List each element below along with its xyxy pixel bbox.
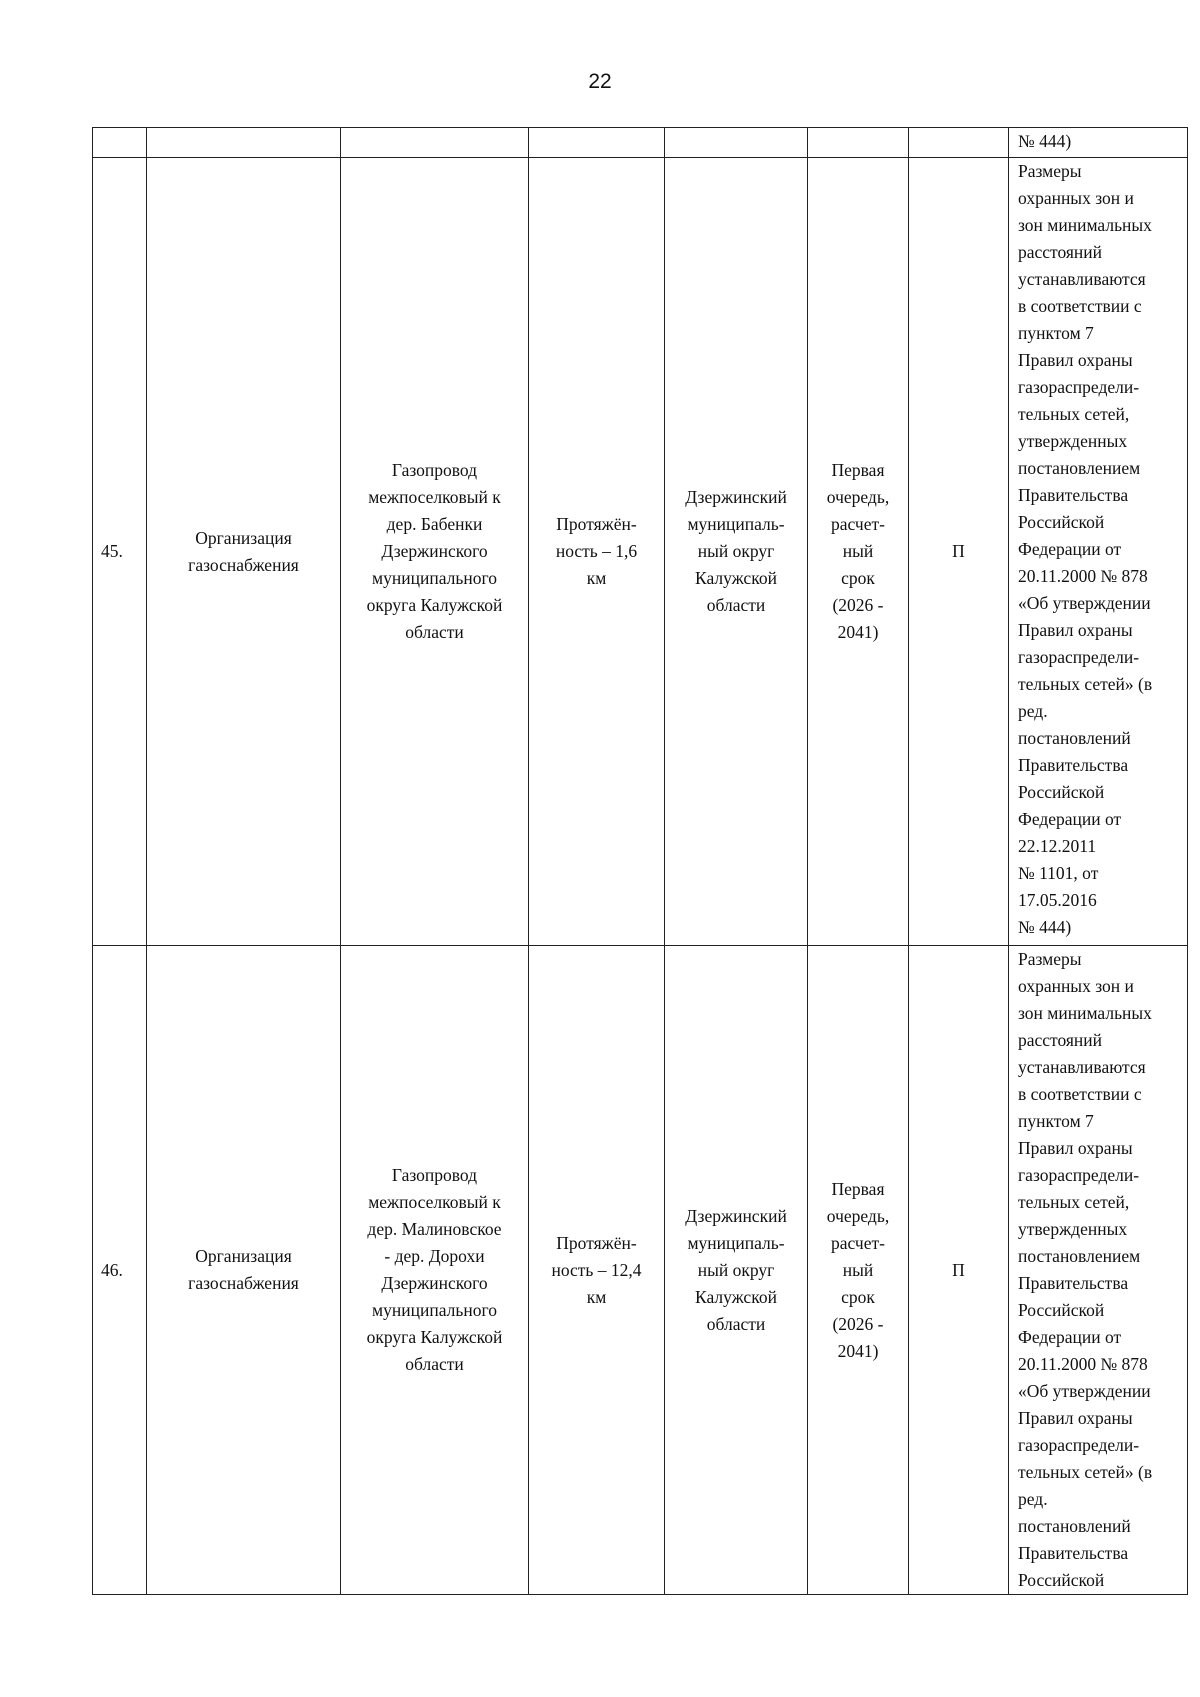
text-line: зон минимальных bbox=[1018, 215, 1152, 235]
text-line: округа Калужской bbox=[366, 595, 503, 615]
text-line: Размеры bbox=[1018, 161, 1082, 181]
text-line: дер. Малиновское bbox=[367, 1219, 502, 1239]
cell-term bbox=[808, 158, 909, 946]
text-line: 17.05.2016 bbox=[1018, 890, 1097, 910]
text-line: межпоселковый к bbox=[368, 487, 501, 507]
text-line: Российской bbox=[1018, 1570, 1105, 1590]
page-number: 22 bbox=[588, 70, 612, 93]
text-line: Правительства bbox=[1018, 755, 1129, 775]
text-line: в соответствии с bbox=[1018, 1084, 1142, 1104]
text-line: ный округ bbox=[697, 541, 775, 561]
text-line: утвержденных bbox=[1018, 431, 1128, 451]
text-line: 2041) bbox=[837, 622, 879, 642]
text-line: тельных сетей, bbox=[1018, 404, 1130, 424]
text-line: очередь, bbox=[826, 487, 890, 507]
text-line: Организация bbox=[195, 1246, 292, 1266]
text-line: № 1101, от bbox=[1018, 863, 1099, 883]
text-line: 20.11.2000 № 878 bbox=[1018, 566, 1148, 586]
cell-number bbox=[93, 128, 147, 158]
text-line: Организация bbox=[195, 527, 292, 548]
text-line: постановлением bbox=[1018, 458, 1141, 478]
cell-characteristic bbox=[529, 128, 665, 158]
text-line: Правил охраны bbox=[1018, 1138, 1133, 1158]
cell-characteristic bbox=[529, 946, 665, 1595]
cell-term bbox=[808, 128, 909, 158]
text-line: области bbox=[706, 595, 766, 615]
text-line: (2026 - bbox=[832, 595, 884, 615]
text-line: газораспредели- bbox=[1018, 1165, 1140, 1185]
text-line: постановлений bbox=[1018, 728, 1131, 748]
text-line: ред. bbox=[1018, 1489, 1048, 1509]
text-line: области bbox=[706, 1313, 766, 1334]
text-line: Дзержинский bbox=[685, 1205, 787, 1226]
text-line: постановлением bbox=[1018, 1246, 1141, 1266]
text-line: Федерации от bbox=[1018, 1327, 1122, 1347]
text-line: Правил охраны bbox=[1018, 1408, 1133, 1428]
text-line: газораспредели- bbox=[1018, 647, 1140, 667]
text-line: № 444) bbox=[1018, 917, 1072, 937]
cell-requirements bbox=[1009, 946, 1188, 1595]
text-line: Правительства bbox=[1018, 1543, 1129, 1563]
text-line: муниципального bbox=[372, 1300, 497, 1320]
text-line: Размеры bbox=[1018, 949, 1082, 969]
text-line: округа Калужской bbox=[366, 1327, 503, 1347]
cell-purpose bbox=[147, 128, 341, 158]
text-line: «Об утверждении bbox=[1018, 593, 1151, 613]
cell-purpose bbox=[147, 946, 341, 1595]
text-line: тельных сетей» (в bbox=[1018, 674, 1153, 694]
text-line: газораспредели- bbox=[1018, 377, 1140, 397]
text-line: ред. bbox=[1018, 701, 1048, 721]
text-line: пунктом 7 bbox=[1018, 1111, 1094, 1131]
cell-term bbox=[808, 946, 909, 1595]
cell-location bbox=[665, 158, 808, 946]
text-line: Федерации от bbox=[1018, 809, 1122, 829]
text-line: Правительства bbox=[1018, 1273, 1129, 1293]
text-line: ный bbox=[842, 1259, 874, 1280]
text-line: Калужской bbox=[695, 568, 777, 588]
text-line: газоснабжения bbox=[188, 554, 299, 575]
cell-status: П bbox=[909, 946, 1009, 1595]
cell-object bbox=[341, 158, 529, 946]
text-line: Дзержинского bbox=[381, 1273, 488, 1293]
text-line: очередь, bbox=[826, 1205, 890, 1226]
text-line: 20.11.2000 № 878 bbox=[1018, 1354, 1148, 1374]
text-line: расчет- bbox=[831, 1232, 885, 1253]
text-line: расчет- bbox=[831, 514, 885, 534]
text-line: межпоселковый к bbox=[368, 1192, 501, 1212]
table-row-continuation bbox=[93, 128, 1188, 158]
text-line: Дзержинский bbox=[685, 487, 787, 507]
text-line: устанавливаются bbox=[1018, 1057, 1146, 1077]
planned-objects-table bbox=[92, 127, 1188, 1595]
text-line: расстояний bbox=[1018, 1030, 1103, 1050]
table-row bbox=[93, 158, 1188, 946]
text-line: охранных зон и bbox=[1018, 188, 1134, 208]
text-line: 22.12.2011 bbox=[1018, 836, 1097, 856]
text-line: области bbox=[405, 1354, 464, 1374]
cell-status: П bbox=[909, 158, 1009, 946]
text-line: Газопровод bbox=[391, 460, 478, 480]
text-line: Российской bbox=[1018, 512, 1105, 532]
cell-object bbox=[341, 128, 529, 158]
text-line: утвержденных bbox=[1018, 1219, 1128, 1239]
text-line: Калужской bbox=[695, 1286, 777, 1307]
cell-purpose bbox=[147, 158, 341, 946]
cell-characteristic bbox=[529, 158, 665, 946]
text-line: Первая bbox=[831, 1178, 885, 1199]
text-line: 2041) bbox=[837, 1340, 879, 1361]
text-line: в соответствии с bbox=[1018, 296, 1142, 316]
text-line: Дзержинского bbox=[381, 541, 488, 561]
text-line: Правил охраны bbox=[1018, 350, 1133, 370]
table-row bbox=[93, 946, 1188, 1595]
text-line: - дер. Дорохи bbox=[384, 1246, 485, 1266]
text-line: Правительства bbox=[1018, 485, 1129, 505]
text-line: дер. Бабенки bbox=[386, 514, 483, 534]
text-line: муниципаль- bbox=[687, 1232, 785, 1253]
text-line: устанавливаются bbox=[1018, 269, 1146, 289]
text-line: тельных сетей, bbox=[1018, 1192, 1130, 1212]
text-line: зон минимальных bbox=[1018, 1003, 1152, 1023]
text-line: ность – 12,4 bbox=[551, 1259, 642, 1280]
text-line: «Об утверждении bbox=[1018, 1381, 1151, 1401]
text-line: постановлений bbox=[1018, 1516, 1131, 1536]
text-line: газоснабжения bbox=[188, 1273, 299, 1293]
text-line: муниципаль- bbox=[687, 514, 785, 534]
text-line: ный bbox=[842, 541, 874, 561]
text-line: км bbox=[586, 1286, 607, 1307]
text-line: № 444) bbox=[1018, 131, 1072, 151]
cell-object bbox=[341, 946, 529, 1595]
cell-requirements bbox=[1009, 158, 1188, 946]
text-line: (2026 - bbox=[832, 1313, 884, 1334]
cell-number: 46. bbox=[93, 946, 147, 1595]
text-line: срок bbox=[841, 1286, 875, 1307]
text-line: ный округ bbox=[697, 1259, 775, 1280]
text-line: Первая bbox=[831, 460, 885, 480]
text-line: Правил охраны bbox=[1018, 620, 1133, 640]
text-line: Российской bbox=[1018, 1300, 1105, 1320]
text-line: пунктом 7 bbox=[1018, 323, 1094, 343]
text-line: Протяжён- bbox=[556, 514, 637, 534]
text-line: муниципального bbox=[372, 568, 497, 588]
text-line: Протяжён- bbox=[556, 1232, 637, 1253]
cell-location bbox=[665, 128, 808, 158]
text-line: Газопровод bbox=[391, 1165, 478, 1185]
text-line: области bbox=[405, 622, 464, 642]
text-line: ность – 1,6 bbox=[555, 541, 638, 561]
text-line: тельных сетей» (в bbox=[1018, 1462, 1153, 1482]
text-line: газораспредели- bbox=[1018, 1435, 1140, 1455]
text-line: Российской bbox=[1018, 782, 1105, 802]
text-line: Федерации от bbox=[1018, 539, 1122, 559]
text-line: охранных зон и bbox=[1018, 976, 1134, 996]
cell-status bbox=[909, 128, 1009, 158]
cell-requirements bbox=[1009, 128, 1188, 158]
cell-location bbox=[665, 946, 808, 1595]
text-line: км bbox=[586, 568, 607, 588]
text-line: срок bbox=[841, 568, 875, 588]
cell-number: 45. bbox=[93, 158, 147, 946]
text-line: расстояний bbox=[1018, 242, 1103, 262]
